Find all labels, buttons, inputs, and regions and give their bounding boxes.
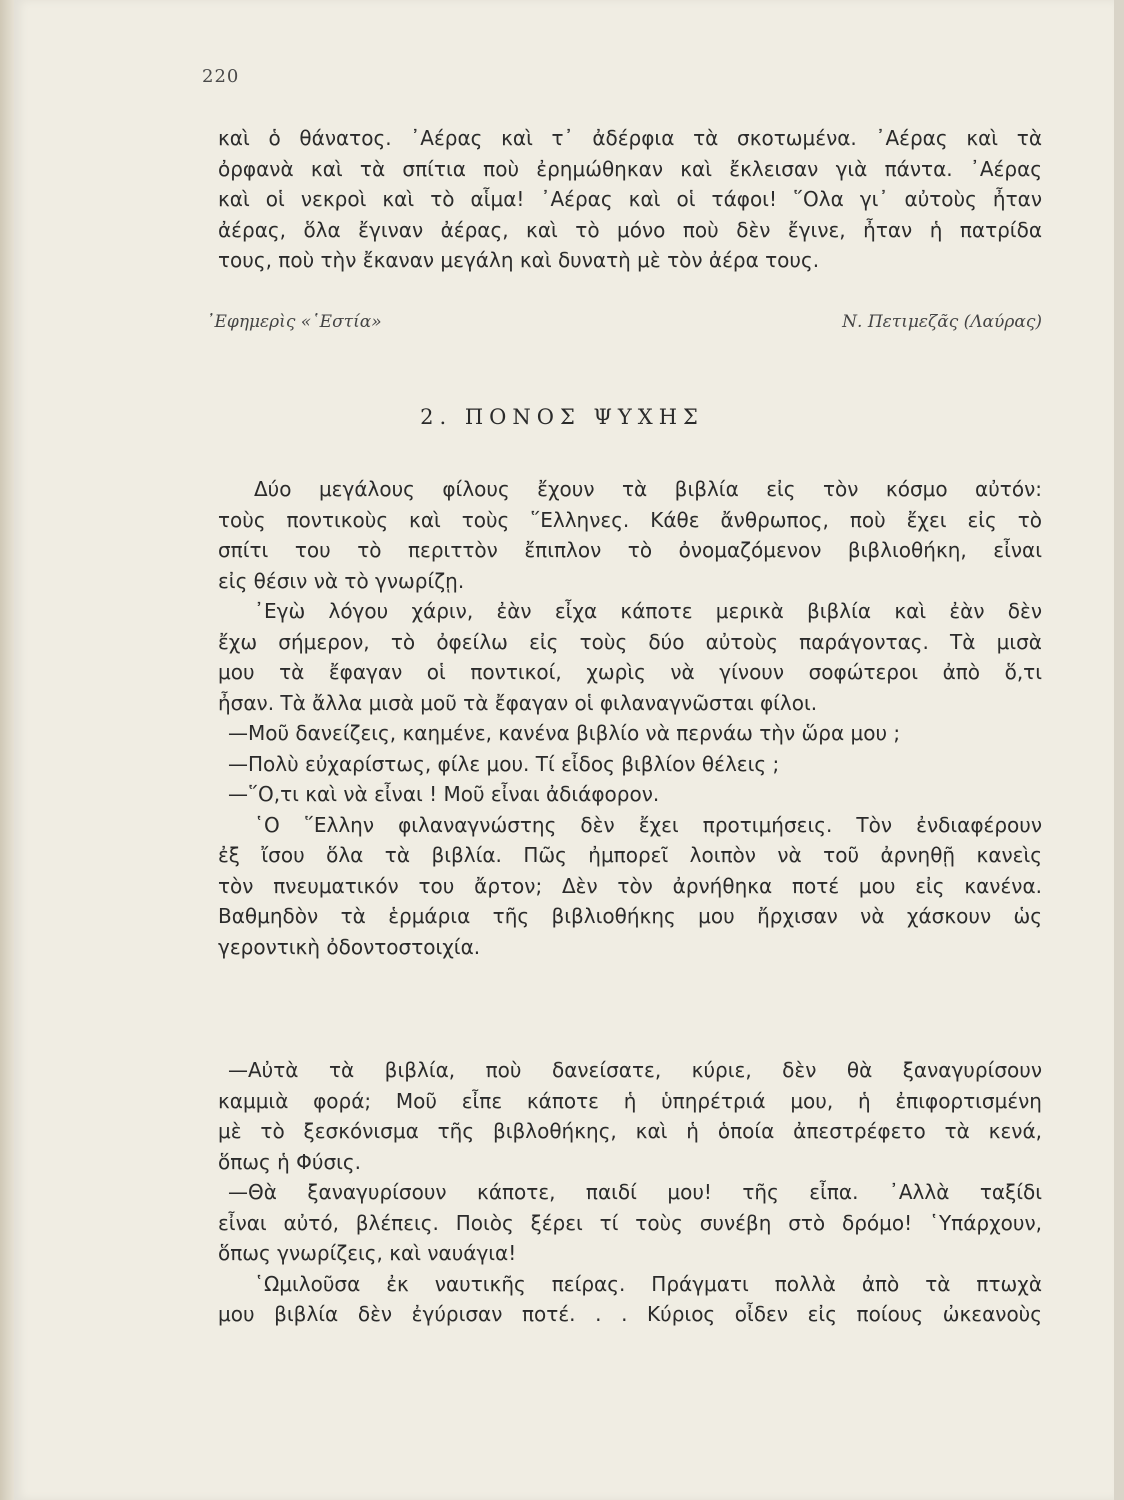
- text-line: μου βιβλία δὲν ἐγύρισαν ποτέ. . . Κύριος οἶδεν εἰς ποίους ὠκεανοὺς: [218, 1302, 1042, 1326]
- text-line: τὸν πνευματικόν του ἄρτον; Δὲν τὸν ἀρνήθηκα ποτέ μου εἰς κανένα.: [218, 873, 1042, 898]
- text-line: ἀέρας, ὅλα ἔγιναν ἀέρας, καὶ τὸ μόνο ποὺ δὲν ἔγινε, ἦταν ἡ πατρίδα: [218, 217, 1042, 242]
- text-line: ἐξ ἴσου ὅλα τὰ βιβλία. Πῶς ἠμπορεῖ λοιπὸν νὰ τοῦ ἀρνηθῇ κανεὶς: [218, 843, 1042, 867]
- text-line: Βαθμηδὸν τὰ ἑρμάρια τῆς βιβλιοθήκης μου ἤρχισαν νὰ χάσκουν ὡς: [218, 904, 1042, 928]
- text-line: ῾Ο ῞Ελλην φιλαναγνώστης δὲν ἔχει προτιμήσεις. Τὸν ἐνδιαφέρουν: [254, 812, 1042, 837]
- source-citation: ᾿Εφημερὶς «῾Εστία»: [206, 312, 382, 332]
- author-signature: Ν. Πετιμεζᾶς (Λαύρας): [842, 312, 1042, 332]
- text-line: —Μοῦ δανείζεις, καημένε, κανένα βιβλίο νὰ περνάω τὴν ὥρα μου ;: [228, 721, 901, 745]
- text-line: καὶ ὁ θάνατος. ᾿Αέρας καὶ τ᾿ ἀδέρφια τὰ σκοτωμένα. ᾿Αέρας καὶ τὰ: [218, 126, 1042, 150]
- text-line: ἦσαν. Τὰ ἄλλα μισὰ μοῦ τὰ ἔφαγαν οἱ φιλαναγνῶσται φίλοι.: [218, 690, 818, 715]
- text-line: καμμιὰ φορά; Μοῦ εἶπε κάποτε ἡ ὑπηρέτριά μου, ἡ ἐπιφορτισμένη: [218, 1088, 1042, 1113]
- text-line: ῾Ωμιλοῦσα ἐκ ναυτικῆς πείρας. Πράγματι πολλὰ ἀπὸ τὰ πτωχὰ: [254, 1271, 1042, 1296]
- text-line: γεροντικὴ ὀδοντοστοιχία.: [218, 934, 481, 959]
- text-line: εἶναι αὐτό, βλέπεις. Ποιὸς ξέρει τί τοὺς συνέβη στὸ δρόμο! ῾Υπάρχουν,: [218, 1210, 1042, 1235]
- text-line: Δύο μεγάλους φίλους ἔχουν τὰ βιβλία εἰς τὸν κόσμο αὐτόν:: [254, 477, 1042, 501]
- text-line: εἰς θέσιν νὰ τὸ γνωρίζῃ.: [218, 568, 465, 593]
- excerpt-text: [218, 123, 1042, 276]
- text-line: καὶ οἱ νεκροὶ καὶ τὸ αἷμα! ᾿Αέρας καὶ οἱ τάφοι! ῞Ολα γι᾿ αὐτοὺς ἦταν: [218, 187, 1042, 211]
- page-number: 220: [202, 66, 240, 87]
- text-line: —Θὰ ξαναγυρίσουν κάποτε, παιδί μου! τῆς εἶπα. ᾿Αλλὰ ταξίδι: [228, 1180, 1042, 1204]
- text-line: ᾿Εγὼ λόγου χάριν, ἐὰν εἶχα κάποτε μερικὰ βιβλία καὶ ἐὰν δὲν: [254, 599, 1042, 623]
- text-line: ὅπως γνωρίζεις, καὶ ναυάγια!: [218, 1241, 517, 1265]
- text-line: ὀρφανὰ καὶ τὰ σπίτια ποὺ ἐρημώθηκαν καὶ ἔκλεισαν γιὰ πάντα. ᾿Αέρας: [218, 156, 1042, 181]
- text-line: —῞Ο,τι καὶ νὰ εἶναι ! Μοῦ εἶναι ἀδιάφορον.: [228, 782, 660, 806]
- text-line: τοὺς ποντικοὺς καὶ τοὺς ῞Ελληνες. Κάθε ἄνθρωπος, ποὺ ἔχει εἰς τὸ: [218, 507, 1042, 532]
- text-line: ὅπως ἡ Φύσις.: [218, 1149, 362, 1174]
- text-line: σπίτι του τὸ περιττὸν ἔπιπλον τὸ ὀνομαζόμενον βιβλιοθήκη, εἶναι: [218, 538, 1042, 562]
- text-line: —Πολὺ εὐχαρίστως, φίλε μου. Τί εἶδος βιβλίον θέλεις ;: [228, 751, 780, 776]
- section-body: [218, 474, 1042, 962]
- section-body-continued: [218, 1055, 1042, 1330]
- text-line: μὲ τὸ ξεσκόνισμα τῆς βιβλοθήκης, καὶ ἡ ὁποία ἀπεστρέφετο τὰ κενά,: [218, 1119, 1042, 1143]
- section-title: 2. ΠΟΝΟΣ ΨΥΧΗΣ: [420, 405, 704, 429]
- text-line: —Αὐτὰ τὰ βιβλία, ποὺ δανείσατε, κύριε, δὲν θὰ ξαναγυρίσουν: [228, 1058, 1042, 1082]
- page-binding-edge: [0, 0, 14, 1500]
- text-line: ἔχω σήμερον, τὸ ὀφείλω εἰς τοὺς δύο αὐτοὺς παράγοντας. Τὰ μισὰ: [218, 629, 1042, 654]
- text-line: μου τὰ ἔφαγαν οἱ ποντικοί, χωρὶς νὰ γίνουν σοφώτεροι ἀπὸ ὅ,τι: [218, 660, 1042, 684]
- text-line: τους, ποὺ τὴν ἔκαναν μεγάλη καὶ δυνατὴ μὲ τὸν ἀέρα τους.: [218, 248, 820, 272]
